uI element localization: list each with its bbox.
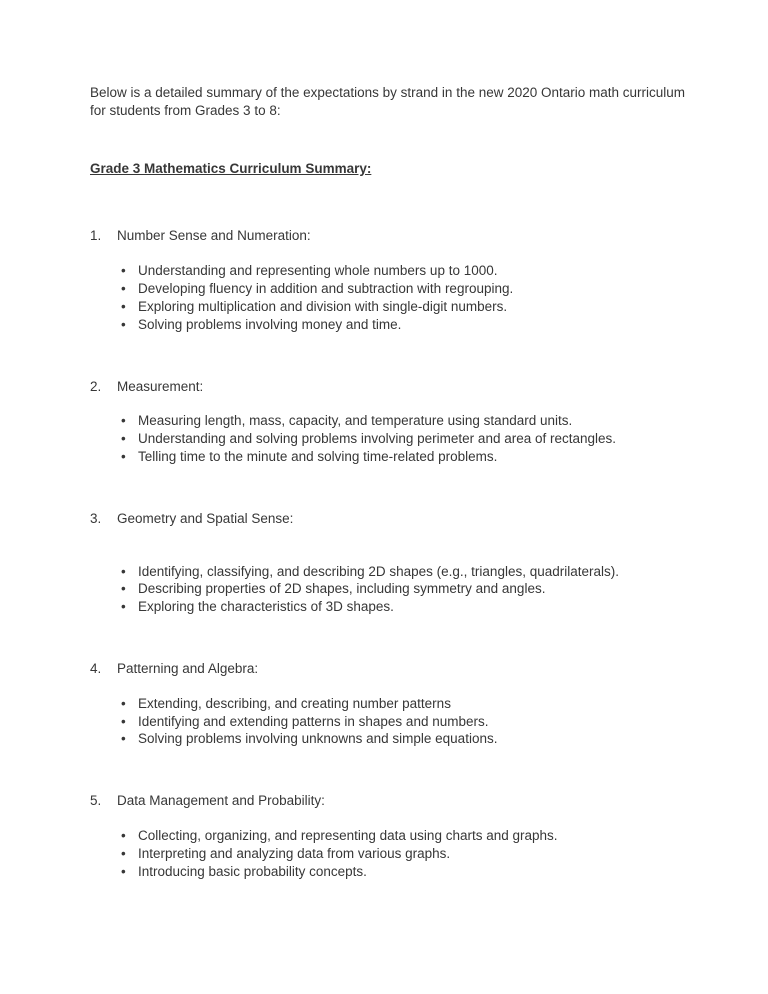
bullet-text: Understanding and representing whole numbers up to 1000. <box>138 263 498 279</box>
bullet-icon: • <box>121 599 126 615</box>
section-title-row <box>90 510 688 528</box>
bullet-text: Understanding and solving problems involving perimeter and area of rectangles. <box>138 431 617 447</box>
bullet-item <box>121 448 688 466</box>
document-heading: Grade 3 Mathematics Curriculum Summary: <box>90 160 372 176</box>
section-data-management <box>90 792 688 880</box>
section-title-row <box>90 378 688 396</box>
section-number: 1. <box>90 228 102 244</box>
section-number: 3. <box>90 510 102 526</box>
bullet-item <box>121 298 688 316</box>
bullet-text: Extending, describing, and creating number patterns <box>138 695 451 711</box>
bullet-icon: • <box>121 413 126 429</box>
bullet-item <box>121 580 688 598</box>
bullet-icon: • <box>121 316 126 332</box>
bullet-text: Measuring length, mass, capacity, and temperature using standard units. <box>138 413 573 429</box>
bullet-icon: • <box>121 828 126 844</box>
bullet-text: Identifying, classifying, and describing 2D shapes (e.g., triangles, quadrilaterals). <box>138 563 620 579</box>
bullet-icon: • <box>121 845 126 861</box>
section-number: 4. <box>90 661 102 676</box>
bullet-item <box>121 563 688 581</box>
bullet-text: Exploring multiplication and division with single-digit numbers. <box>138 298 508 314</box>
bullet-item <box>121 316 688 334</box>
bullet-list <box>90 563 688 616</box>
section-title: Patterning and Algebra: <box>117 661 259 676</box>
bullet-item <box>121 262 688 280</box>
bullet-icon: • <box>121 581 126 597</box>
section-number: 2. <box>90 378 102 394</box>
bullet-text: Introducing basic probability concepts. <box>138 863 367 879</box>
bullet-item <box>121 863 688 881</box>
bullet-text: Telling time to the minute and solving time-related problems. <box>138 448 498 464</box>
bullet-item <box>121 730 688 748</box>
bullet-icon: • <box>121 731 126 747</box>
bullet-text: Solving problems involving money and time. <box>138 316 402 332</box>
bullet-icon: • <box>121 713 126 729</box>
section-title-row <box>90 792 688 810</box>
bullet-list <box>90 412 688 465</box>
bullet-item <box>121 827 688 845</box>
bullet-icon: • <box>121 863 126 879</box>
section-geometry <box>90 510 688 616</box>
section-title: Geometry and Spatial Sense: <box>117 510 294 526</box>
bullet-text: Exploring the characteristics of 3D shapes. <box>138 599 394 615</box>
section-title: Number Sense and Numeration: <box>117 228 311 244</box>
bullet-text: Interpreting and analyzing data from various graphs. <box>138 845 451 861</box>
section-title-row <box>90 227 688 245</box>
section-title-row <box>90 660 688 678</box>
bullet-item <box>121 412 688 430</box>
bullet-item <box>121 280 688 298</box>
bullet-icon: • <box>121 448 126 464</box>
section-title: Data Management and Probability: <box>117 793 325 809</box>
bullet-list <box>90 262 688 333</box>
bullet-icon: • <box>121 298 126 314</box>
bullet-text: Describing properties of 2D shapes, including symmetry and angles. <box>138 581 546 597</box>
bullet-item <box>121 695 688 713</box>
section-number-sense <box>90 227 688 333</box>
section-title: Measurement: <box>117 378 204 394</box>
bullet-icon: • <box>121 695 126 711</box>
bullet-text: Collecting, organizing, and representing data using charts and graphs. <box>138 828 558 844</box>
section-patterning <box>90 660 688 748</box>
section-measurement <box>90 378 688 466</box>
bullet-icon: • <box>121 431 126 447</box>
bullet-icon: • <box>121 263 126 279</box>
bullet-item <box>121 713 688 731</box>
bullet-text: Solving problems involving unknowns and simple equations. <box>138 731 498 747</box>
bullet-item <box>121 845 688 863</box>
bullet-text: Developing fluency in addition and subtraction with regrouping. <box>138 281 514 297</box>
bullet-list <box>90 695 688 748</box>
bullet-list <box>90 827 688 880</box>
section-number: 5. <box>90 793 102 809</box>
bullet-item <box>121 598 688 616</box>
intro-paragraph: Below is a detailed summary of the expectations by strand in the new 2020 Ontario math curriculum for students from Grades 3 to 8: <box>90 85 686 118</box>
bullet-text: Identifying and extending patterns in shapes and numbers. <box>138 713 489 729</box>
bullet-icon: • <box>121 563 126 579</box>
bullet-icon: • <box>121 281 126 297</box>
bullet-item <box>121 430 688 448</box>
